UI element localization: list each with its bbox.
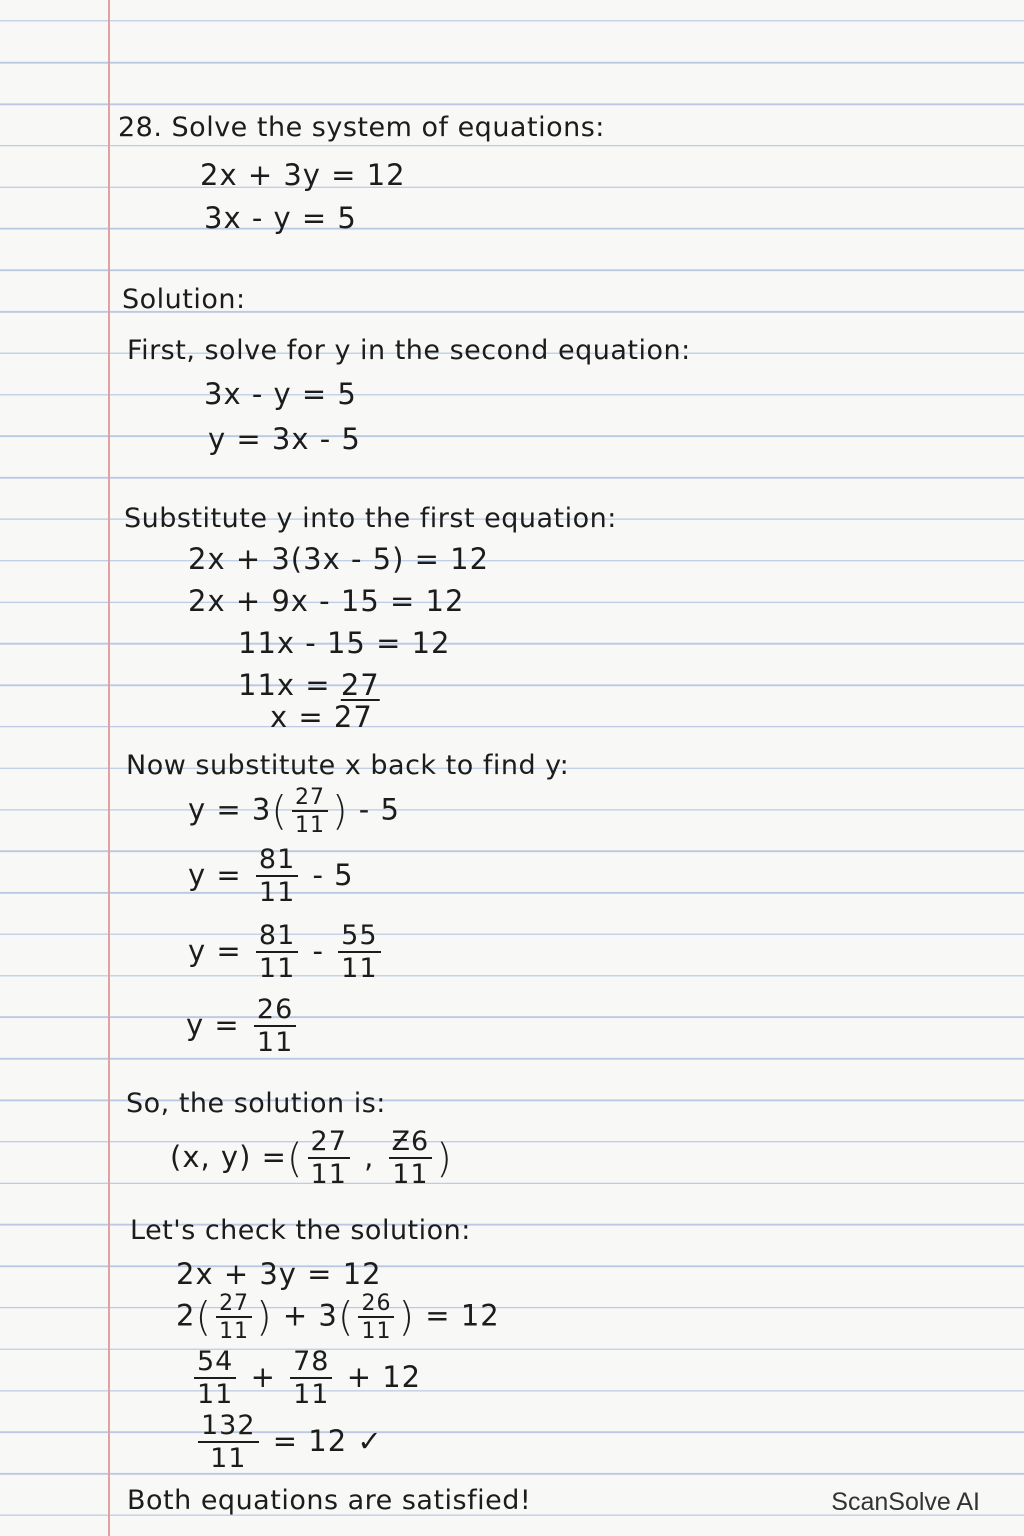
check-line3 <box>190 1348 421 1410</box>
denominator: 11 <box>219 1319 250 1345</box>
step2-line4 <box>238 668 380 702</box>
step3-line2-lhs: y = <box>188 857 242 892</box>
paren-open: ( <box>195 1294 213 1341</box>
numerator: 78 <box>290 1348 332 1379</box>
numerator: 27 <box>308 1128 350 1159</box>
paren-close: ) <box>436 1135 453 1182</box>
equation-2: 3x - y = 5 <box>204 201 357 235</box>
fraction <box>290 1348 332 1410</box>
numerator: 27 <box>216 1292 252 1318</box>
step1-line1: 3x - y = 5 <box>204 377 357 411</box>
numerator: 54 <box>194 1348 236 1379</box>
solution-pair <box>170 1128 453 1190</box>
fraction <box>358 1292 394 1343</box>
step1-text: First, solve for y in the second equation: <box>127 335 691 366</box>
step3-line4 <box>186 996 300 1058</box>
check-line4 <box>194 1412 383 1474</box>
denominator: 11 <box>392 1159 429 1191</box>
fraction <box>198 1412 259 1474</box>
step2-line4-value: 27 <box>340 668 380 702</box>
numerator: 132 <box>198 1412 259 1443</box>
step2-line1: 2x + 3(3x - 5) = 12 <box>188 542 490 576</box>
plus-operator: + <box>250 1359 276 1394</box>
denominator: 11 <box>294 813 325 839</box>
step3-line1-rhs: - 5 <box>358 792 400 827</box>
step3-line2-rhs: - 5 <box>312 857 354 892</box>
paren-open: ( <box>286 1135 304 1182</box>
step3-line3-lhs: y = <box>188 933 242 968</box>
denominator: 11 <box>258 877 296 909</box>
fraction <box>194 1348 236 1410</box>
step2-line3: 11x - 15 = 12 <box>238 626 451 660</box>
paren-close: ) <box>256 1294 273 1341</box>
comma: , <box>364 1139 375 1174</box>
denominator: 11 <box>258 953 296 985</box>
check-line4-rhs: = 12 ✓ <box>272 1423 383 1458</box>
fraction <box>308 1128 350 1190</box>
fraction <box>292 786 328 837</box>
fraction <box>256 922 298 984</box>
denominator: 11 <box>210 1443 247 1475</box>
step3-line1-lhs: y = 3 <box>188 792 272 827</box>
minus-operator: - <box>312 933 324 968</box>
numerator: 55 <box>338 922 380 953</box>
numerator: 81 <box>256 922 298 953</box>
watermark: ScanSolve AI <box>831 1488 980 1516</box>
denominator: 11 <box>310 1159 347 1191</box>
fraction <box>256 846 298 908</box>
step2-text: Substitute y into the first equation: <box>124 503 617 534</box>
check-text: Let's check the solution: <box>130 1215 471 1246</box>
step3-text: Now substitute x back to find y: <box>126 750 570 781</box>
denominator: 11 <box>256 1027 294 1059</box>
step2-line5-lhs: x = <box>270 700 324 734</box>
numerator: 26 <box>358 1292 394 1318</box>
step3-line2 <box>188 846 354 908</box>
check-line2-coef: 2 <box>176 1298 196 1333</box>
check-line2-plus: + 3 <box>282 1298 338 1333</box>
denominator: 11 <box>293 1379 330 1411</box>
denominator: 11 <box>361 1319 392 1345</box>
check-line1: 2x + 3y = 12 <box>176 1257 382 1291</box>
equation-1: 2x + 3y = 12 <box>200 158 406 192</box>
numerator: 26 <box>254 996 296 1027</box>
fraction <box>389 1128 433 1190</box>
step1-line2: y = 3x - 5 <box>208 422 361 456</box>
paren-close: ) <box>331 788 349 835</box>
fraction <box>338 922 380 984</box>
step4-text: So, the solution is: <box>126 1088 386 1119</box>
numerator: 81 <box>256 846 298 877</box>
check-line2-rhs: = 12 <box>425 1298 500 1333</box>
step2-line5 <box>270 700 373 734</box>
paren-open: ( <box>337 1294 355 1341</box>
margin-line <box>108 0 110 1536</box>
fraction <box>254 996 296 1058</box>
denominator: 11 <box>341 953 378 985</box>
fraction <box>216 1292 252 1343</box>
solution-label: Solution: <box>122 284 246 315</box>
numerator: Ƶ6 <box>389 1128 433 1159</box>
conclusion-text: Both equations are satisfied! <box>127 1485 532 1516</box>
check-line2 <box>176 1292 500 1343</box>
numerator: 27 <box>292 786 328 812</box>
step3-line4-lhs: y = <box>186 1007 240 1042</box>
denominator: 11 <box>197 1379 234 1411</box>
problem-prompt: Solve the system of equations: <box>171 112 605 143</box>
paren-open: ( <box>271 788 288 835</box>
step2-line5-value: 27 <box>333 700 373 734</box>
step3-line1 <box>188 786 400 837</box>
step2-line2: 2x + 9x - 15 = 12 <box>188 584 465 618</box>
step2-line4-lhs: 11x = <box>238 668 331 702</box>
problem-number: 28. <box>118 112 163 143</box>
paren-close: ) <box>398 1294 416 1341</box>
check-line3-rhs: + 12 <box>346 1359 422 1394</box>
step3-line3 <box>188 922 385 984</box>
solution-lhs: (x, y) = <box>170 1139 287 1174</box>
problem-heading <box>118 114 605 141</box>
